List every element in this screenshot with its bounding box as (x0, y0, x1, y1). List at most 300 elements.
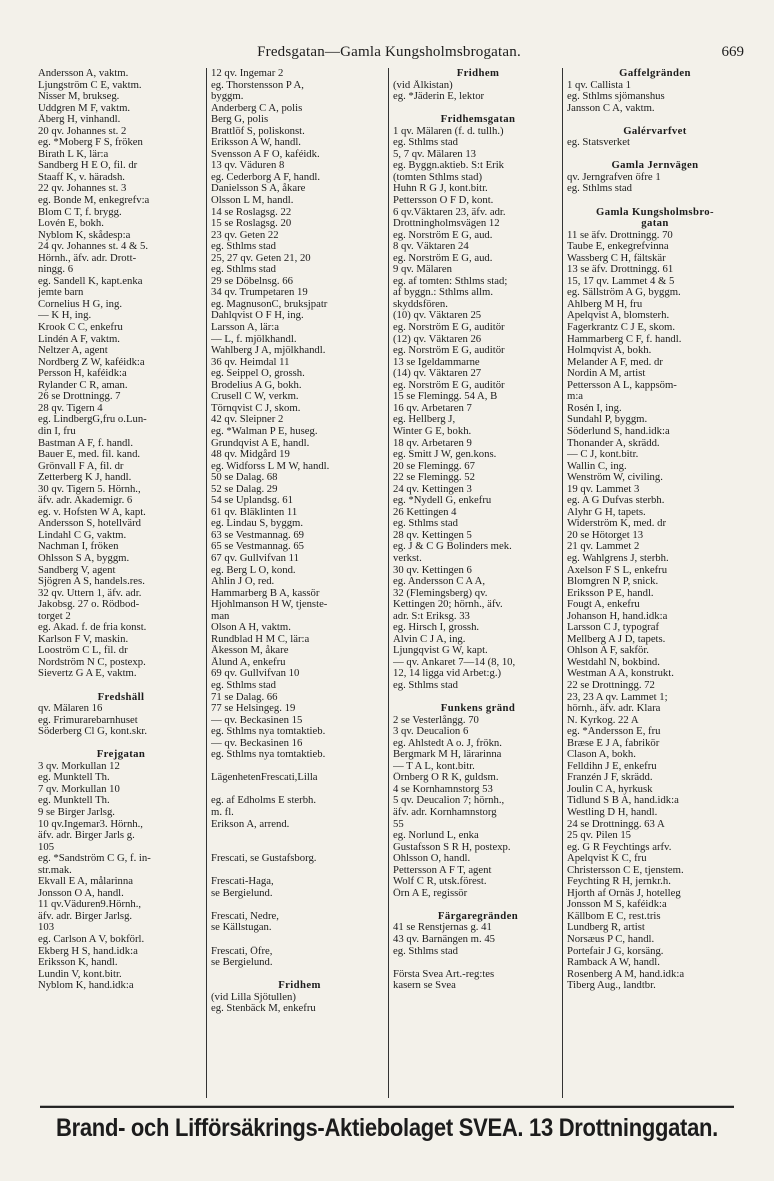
directory-entry: Söderberg Cl G, kont.skr. (38, 726, 148, 738)
blank-line (567, 195, 743, 207)
directory-entry: qv. Mälaren 16 (38, 703, 103, 715)
directory-entry: 20 qv. Johannes st. 2 (38, 125, 127, 137)
directory-entry: 52 se Dalag. 29 (211, 483, 278, 495)
directory-entry: Staaff K, v. häradsh. (38, 171, 125, 183)
blank-line (211, 969, 388, 981)
directory-entry: eg. Stenbäck M, enkefru (211, 1003, 316, 1015)
directory-entry: eg. MagnusonC, bruksjpatr (211, 298, 328, 310)
street-heading: Färgaregränden (437, 910, 519, 922)
directory-entry: eg. Lindau S, byggm. (211, 518, 304, 530)
directory-entry: Grundqvist A E, handl. (211, 437, 310, 449)
directory-entry: eg. Sthlms stad (393, 518, 459, 530)
directory-entry: Ahlin J O, red. (211, 576, 275, 588)
directory-entry: Rundblad H M C, lär:a (211, 633, 310, 645)
directory-entry: eg. v. Hofsten W A, kapt. (38, 506, 146, 518)
directory-entry: 2 se Vesterlångg. 70 (393, 714, 479, 726)
directory-entry: 54 se Uplandsg. 61 (211, 495, 293, 507)
directory-entry: Örnberg O R K, guldsm. (393, 772, 499, 784)
directory-entry: Persson H, kaféidk:a (38, 368, 127, 380)
directory-entry: Clason A, bokh. (567, 749, 636, 761)
blank-line (393, 899, 563, 911)
directory-entry: Ljungström C E, vaktm. (38, 79, 142, 91)
directory-entry: — C J, kont.bitr. (567, 449, 639, 461)
directory-entry: Apelqvist K C, fru (567, 853, 647, 865)
directory-entry: 10 qv.Ingemar3. Hörnh., (38, 818, 143, 830)
directory-entry: Axelson F S L, enkefru (567, 564, 668, 576)
directory-entry: eg. Seippel O, grossh. (211, 368, 305, 380)
directory-entry: eg. Sällström A G, byggm. (567, 287, 681, 299)
directory-entry: 77 se Helsingeg. 19 (211, 703, 296, 715)
directory-entry: 42 qv. Sleipner 2 (211, 414, 284, 426)
directory-entry: Rosenberg A M, hand.idk:a (567, 968, 685, 980)
directory-entry: Gustafsson S R H, postexp. (393, 841, 511, 853)
directory-entry: Thonander A, skrädd. (567, 437, 660, 449)
directory-entry: äfv. adr. Kornhamnstorg (393, 807, 497, 818)
directory-entry: 24 qv. Kettingen 3 (393, 483, 472, 495)
directory-columns (38, 68, 738, 1098)
directory-entry: Fagerkrantz C J E, skom. (567, 322, 676, 334)
directory-entry: 26 Kettingen 4 (393, 506, 457, 518)
directory-entry: Christersson C E, tjenstem. (567, 864, 684, 876)
directory-entry: Westman A A, konstrukt. (567, 668, 674, 680)
directory-entry: eg. Hellberg J, (393, 414, 456, 426)
directory-entry: 21 qv. Lammet 2 (567, 541, 640, 553)
directory-entry: eg. Sthlms stad (211, 679, 277, 691)
directory-entry: Åkesson M, åkare (211, 645, 289, 657)
directory-entry: Holmqvist A, bokh. (567, 345, 652, 357)
directory-entry: Hörnh., äfv. adr. Drott- (38, 252, 137, 264)
directory-entry: Lindahl C G, vaktm. (38, 529, 127, 541)
directory-entry: Bastman A F, f. handl. (38, 437, 134, 449)
directory-entry: m:a (567, 391, 584, 403)
directory-entry: adr. S:t Eriksg. 33 (393, 610, 470, 622)
directory-entry: Jakobsg. 27 o. Rödbod- (38, 599, 140, 611)
directory-entry: eg. *Sandström C G, f. in- (38, 853, 151, 865)
page-number: 669 (721, 44, 744, 60)
blank-line (211, 899, 388, 911)
directory-entry: 50 se Dalag. 68 (211, 472, 278, 484)
directory-entry: (vid Lilla Sjötullen) (211, 991, 296, 1003)
directory-entry: Eriksson K, handl. (38, 957, 118, 969)
street-heading: gatan (641, 218, 669, 230)
directory-entry: man (211, 610, 230, 622)
blank-line (38, 680, 204, 692)
directory-entry: Kettingen 20; hörnh., äfv. (393, 599, 503, 611)
directory-entry: eg. Sandell K, kapt.enka (38, 275, 143, 287)
directory-entry: eg. Sthlms stad (567, 183, 633, 195)
directory-entry: N. Kyrkog. 22 A (567, 714, 639, 726)
directory-entry: Brattlöf S, poliskonst. (211, 125, 305, 137)
directory-entry: eg. Wahlgrens J, sterbh. (567, 552, 669, 564)
directory-entry: Huhn R G J, kont.bitr. (393, 183, 488, 195)
directory-entry: eg. Norström E G, auditör (393, 322, 505, 334)
directory-entry: — qv. Beckasinen 16 (211, 737, 303, 749)
directory-entry: eg. af tomten: Sthlms stad; (393, 275, 508, 287)
directory-entry: eg. Thorstensson P A, (211, 79, 304, 91)
directory-entry: Bergmark M H, lärarinna (393, 749, 502, 761)
column-3 (388, 68, 563, 1098)
directory-entry: Nisser M, brukseg. (38, 91, 120, 103)
directory-entry: Uddgren M F, vaktm. (38, 102, 131, 114)
directory-entry: torget 2 (38, 610, 71, 622)
directory-entry: 23, 23 A qv. Lammet 1; (567, 691, 668, 703)
directory-entry: 48 qv. Midgård 19 (211, 449, 290, 461)
directory-entry: Andersson S, hotellvärd (38, 518, 142, 530)
directory-entry: Ekvall E A, målarinna (38, 876, 133, 888)
directory-entry: (vid Ålkistan) (393, 79, 453, 91)
directory-entry: Feychting R H, jernkr.h. (567, 876, 671, 888)
directory-entry: Norsæus P C, handl. (567, 934, 655, 946)
directory-entry: 11 qv.Väduren9.Hörnh., (38, 899, 142, 911)
directory-entry: Lovén E, bokh. (38, 218, 104, 230)
directory-entry: 13 se äfv. Drottningg. 61 (567, 264, 674, 276)
directory-entry: skyddsfören. (393, 298, 448, 310)
directory-entry: Ålund A, enkefru (211, 656, 286, 668)
directory-entry: Westdahl N, bokbind. (567, 656, 660, 668)
directory-entry: 26 se Drottningg. 7 (38, 391, 121, 403)
directory-entry: Sundahl P, byggm. (567, 414, 648, 426)
directory-entry: Widerström K, med. dr (567, 518, 666, 530)
directory-entry: eg. *Andersson E, fru (567, 726, 661, 738)
directory-entry: äfv. adr. Birger Jarls g. (38, 830, 135, 842)
directory-entry: jemte barn (38, 287, 84, 299)
directory-entry: eg. Sthlms stad (211, 264, 277, 276)
directory-entry: Neltzer A, agent (38, 345, 108, 357)
directory-entry: Fougt A, enkefru (567, 599, 640, 611)
directory-entry: 8 qv. Väktaren 24 (393, 241, 469, 253)
directory-entry: Olson A H, vaktm. (211, 622, 291, 634)
directory-entry: 13 qv. Väduren 8 (211, 160, 285, 172)
directory-entry: eg. Sthlms stad (393, 137, 459, 149)
directory-entry: 71 se Dalag. 66 (211, 691, 278, 703)
directory-entry: eg. A G Dufvas sterbh. (567, 495, 665, 507)
directory-entry: Nyblom K, hand.idk:a (38, 980, 134, 992)
directory-entry: 24 qv. Johannes st. 4 & 5. (38, 241, 149, 253)
directory-entry: 3 qv. Deucalion 6 (393, 726, 469, 738)
advertisement-footer: Brand- och Lifförsäkrings-Aktiebolaget SVEA. 13 Drottninggatan. (40, 1106, 734, 1149)
street-heading: Galérvarfvet (623, 125, 687, 137)
street-heading: Gaffelgränden (619, 68, 691, 79)
directory-entry: Ekberg H S, hand.idk:a (38, 945, 138, 957)
directory-entry: Wolf C R, utsk.förest. (393, 876, 487, 888)
directory-entry: Melander A F, med. dr (567, 356, 663, 368)
directory-entry: Wallin C, ing. (567, 460, 627, 472)
blank-line (38, 738, 204, 750)
directory-entry: Ohlsson S A, byggm. (38, 552, 130, 564)
directory-entry: eg. Akad. f. de fria konst. (38, 622, 147, 634)
directory-entry: 63 se Vestmannag. 69 (211, 529, 305, 541)
directory-entry: verkst. (393, 552, 422, 564)
directory-entry: Svensson A F O, kaféidk. (211, 148, 320, 160)
directory-entry: Johanson H, hand.idk:a (567, 610, 668, 622)
directory-entry: Blom C T, f. brygg. (38, 206, 122, 218)
directory-entry: Jansson C A, vaktm. (567, 102, 655, 114)
directory-entry: eg. Sthlms nya tomtaktieb. (211, 749, 326, 761)
directory-entry: (12) qv. Väktaren 26 (393, 333, 482, 345)
directory-entry: Jonsson M S, kaféidk:a (567, 899, 667, 911)
directory-entry: eg. Munktell Th. (38, 795, 110, 807)
street-heading: Gamla Kungsholmsbro- (596, 206, 714, 218)
directory-entry: 25, 27 qv. Geten 21, 20 (211, 252, 311, 264)
directory-entry: eg. G R Feychtings arfv. (567, 841, 672, 853)
directory-entry: Rylander C R, aman. (38, 379, 128, 391)
directory-entry: Birath L K, lär:a (38, 148, 109, 160)
directory-entry: Källbom E C, rest.tris (567, 910, 661, 922)
directory-entry: 32 (Flemingsberg) qv. (393, 587, 488, 599)
directory-entry: Pettersson A L, kappsöm- (567, 379, 677, 391)
directory-entry: Larsson A, lär:a (211, 322, 279, 334)
directory-entry: eg. Hirsch I, grossh. (393, 622, 480, 634)
directory-entry: eg. af Edholms E sterbh. (211, 795, 317, 807)
directory-entry: Brodelius A G, bokh. (211, 379, 302, 391)
blank-line (211, 784, 388, 796)
directory-entry: eg. *Walman P E, huseg. (211, 425, 318, 437)
directory-entry: 22 se Drottningg. 72 (567, 679, 655, 691)
directory-entry: 67 qv. Gullvifvan 11 (211, 552, 299, 564)
directory-entry: 20 se Flemingg. 67 (393, 460, 475, 472)
directory-entry: 29 se Döbelnsg. 66 (211, 275, 293, 287)
directory-entry: äfv. adr. Birger Jarlsg. (38, 910, 133, 922)
directory-entry: — qv. Ankaret 7—14 (8, 10, (393, 656, 516, 668)
directory-entry: 18 qv. Arbetaren 9 (393, 437, 472, 449)
directory-entry: 28 qv. Tigern 4 (38, 402, 103, 414)
directory-entry: eg. J & C G Bolinders mek. (393, 541, 512, 553)
directory-entry: — L, f. mjölkhandl. (211, 333, 297, 345)
directory-entry: Frescati, Öfre, (211, 945, 273, 957)
directory-entry: Nordström N C, postexp. (38, 656, 146, 668)
directory-entry: 11 se äfv. Drottningg. 70 (567, 229, 673, 241)
directory-entry: — K H, ing. (38, 310, 92, 322)
directory-entry: Sievertz G A E, vaktm. (38, 668, 137, 680)
directory-entry: — qv. Beckasinen 15 (211, 714, 303, 726)
directory-entry: 69 qv. Gullvifvan 10 (211, 668, 300, 680)
directory-entry: Frescati, se Gustafsborg. (211, 853, 317, 865)
directory-entry: 34 qv. Trumpetaren 19 (211, 287, 308, 299)
directory-entry: eg. Carlson A V, bokförl. (38, 934, 145, 946)
directory-entry: din I, fru (38, 425, 76, 437)
directory-entry: 15 se Flemingg. 54 A, B (393, 391, 498, 403)
directory-entry: 16 qv. Arbetaren 7 (393, 402, 472, 414)
directory-entry: 6 qv.Väktaren 23, äfv. adr. (393, 206, 506, 218)
directory-entry: eg. Berg L O, kond. (211, 564, 296, 576)
directory-entry: Nachman I, fröken (38, 541, 119, 553)
directory-entry: Danielsson S A, åkare (211, 183, 306, 195)
blank-line (393, 692, 563, 704)
directory-entry: Sandberg V, agent (38, 564, 116, 576)
directory-entry: eg. Widforss L M W, handl. (211, 460, 330, 472)
street-heading: Funkens gränd (440, 703, 516, 715)
directory-entry: Krook C C, enkefru (38, 322, 123, 334)
directory-entry: eg. Sthlms stad (393, 679, 459, 691)
directory-entry: 5 qv. Deucalion 7; hörnh., (393, 795, 505, 807)
directory-entry: Lundin V, kont.bitr. (38, 968, 122, 980)
directory-entry: Tiberg Aug., landtbr. (567, 980, 656, 992)
directory-entry: 15 se Roslagsg. 20 (211, 218, 292, 230)
directory-entry: Winter G E, bokh. (393, 425, 472, 437)
directory-entry: Dahlqvist O F H, ing. (211, 310, 304, 322)
directory-entry: 103 (38, 922, 55, 934)
directory-entry: 36 qv. Heimdal 11 (211, 356, 290, 368)
directory-entry: 19 qv. Lammet 3 (567, 483, 640, 495)
directory-entry: eg. Smitt J W, gen.kons. (393, 449, 497, 461)
blank-line (211, 842, 388, 854)
directory-entry: Hammarberg B A, kassör (211, 587, 320, 599)
directory-entry: Frescati, Nedre, (211, 910, 279, 922)
directory-entry: qv. Jerngrafven öfre 1 (567, 171, 661, 183)
blank-line (211, 830, 388, 842)
directory-entry: Mellberg A J D, tapets. (567, 633, 666, 645)
directory-entry: eg. Ahlstedt A o. J, frökn. (393, 737, 502, 749)
directory-entry: 14 se Roslagsg. 22 (211, 206, 292, 218)
directory-entry: 24 se Drottningg. 63 A (567, 818, 665, 830)
directory-entry: eg. Frimurarebarnhuset (38, 714, 138, 726)
directory-entry: Felldihn J E, enkefru (567, 760, 657, 772)
directory-entry: Åberg H, vinhandl. (38, 114, 121, 126)
blank-line (211, 865, 388, 877)
directory-entry: eg. Sthlms nya tomtaktieb. (211, 726, 326, 738)
directory-entry: Eriksson A W, handl. (211, 137, 301, 149)
column-1 (38, 68, 204, 1098)
blank-line (393, 103, 563, 115)
directory-entry: 28 qv. Kettingen 5 (393, 529, 472, 541)
directory-entry: Alyhr G H, tapets. (567, 506, 646, 518)
directory-entry: Nyblom K, skådesp:a (38, 229, 131, 241)
blank-line (567, 149, 743, 161)
directory-entry: 15, 17 qv. Lammet 4 & 5 (567, 275, 675, 287)
blank-line (211, 761, 388, 773)
directory-entry: Nordberg Z W, kaféidk:a (38, 356, 145, 368)
directory-entry: 30 qv. Kettingen 6 (393, 564, 472, 576)
directory-entry: Jonsson O A, handl. (38, 887, 124, 899)
directory-entry: 30 qv. Tigern 5. Hörnh., (38, 483, 141, 495)
directory-entry: Wenström W, civiling. (567, 472, 663, 484)
directory-entry: Första Svea Art.-reg:tes (393, 968, 495, 980)
directory-entry: Söderlund S, hand.idk:a (567, 425, 670, 437)
directory-entry: Wassberg C H, fältskär (567, 252, 666, 264)
directory-entry: eg. Sthlms stad (393, 945, 459, 957)
directory-entry: Cornelius H G, ing. (38, 298, 123, 310)
directory-entry: m. fl. (211, 807, 234, 818)
column-4 (562, 68, 743, 1098)
directory-entry: Alvin C J A, ing. (393, 633, 466, 645)
directory-entry: 22 se Flemingg. 52 (393, 472, 475, 484)
directory-entry: Törnqvist C J, skom. (211, 402, 301, 414)
directory-entry: Tidlund S B A, hand.idk:a (567, 795, 679, 807)
directory-entry: — T A L, kont.bitr. (393, 760, 475, 772)
directory-entry: eg. LindbergG,fru o.Lun- (38, 414, 147, 426)
directory-entry: 61 qv. Bläklinten 11 (211, 506, 298, 518)
directory-entry: 1 qv. Mälaren (f. d. tullh.) (393, 125, 504, 137)
directory-entry: (tomten Sthlms stad) (393, 171, 483, 183)
directory-entry: eg. Sthlms stad (211, 241, 277, 253)
directory-entry: Hjohlmanson H W, tjenste- (211, 599, 328, 611)
directory-entry: Anderberg C A, polis (211, 102, 303, 114)
directory-entry: 65 se Vestmannag. 65 (211, 541, 305, 553)
directory-entry: 13 se Igeldammarne (393, 356, 480, 368)
directory-entry: Hjorth af Ornäs J, hotelleg (567, 887, 681, 899)
directory-entry: eg. *Moberg F S, fröken (38, 137, 143, 149)
directory-entry: (10) qv. Väktaren 25 (393, 310, 482, 322)
directory-entry: byggm. (211, 91, 244, 103)
directory-entry: Andersson A, vaktm. (38, 68, 129, 79)
directory-entry: Westling D H, handl. (567, 807, 658, 818)
directory-entry: Wahlberg J A, mjölkhandl. (211, 345, 326, 357)
directory-entry: Apelqvist A, blomsterh. (567, 310, 670, 322)
directory-entry: str.mak. (38, 864, 72, 876)
column-2 (206, 68, 388, 1098)
street-heading: Fridhem (278, 980, 321, 992)
directory-entry: Berg G, polis (211, 114, 269, 126)
directory-entry: Bræse E J A, fabrikör (567, 737, 660, 749)
directory-entry: Drottningholmsvägen 12 (393, 218, 500, 230)
directory-entry: Lundberg R, artist (567, 922, 645, 934)
street-heading: Fridhemsgatan (440, 114, 516, 126)
directory-entry: 23 qv. Geten 22 (211, 229, 279, 241)
blank-line (211, 934, 388, 946)
directory-entry: Franzén J F, skrädd. (567, 772, 653, 784)
directory-entry: 22 qv. Johannes st. 3 (38, 183, 127, 195)
directory-entry: Bauer E, med. fil. kand. (38, 449, 141, 461)
street-heading: Fredshäll (97, 691, 145, 703)
directory-entry: Ljungqvist G W, kapt. (393, 645, 488, 657)
directory-entry: eg. Bonde M, enkegrefv:a (38, 195, 150, 207)
directory-entry: Sandberg H E O, fil. dr (38, 160, 138, 172)
directory-entry: se Källstugan. (211, 922, 272, 934)
blank-line (567, 114, 743, 126)
directory-entry: Joulin C A, hyrkusk (567, 783, 653, 795)
directory-entry: af byggn.: Sthlms allm. (393, 287, 494, 299)
directory-entry: eg. Norlund L, enka (393, 830, 479, 842)
directory-entry: Looström C L, fil. dr (38, 645, 128, 657)
directory-entry: se Bergielund. (211, 887, 273, 899)
directory-entry: eg. Statsverket (567, 137, 630, 149)
street-heading: Frejgatan (96, 749, 146, 761)
directory-entry: äfv. adr. Akademigr. 6 (38, 495, 133, 507)
directory-entry: 105 (38, 841, 55, 853)
directory-entry: Ramback A W, handl. (567, 957, 660, 969)
directory-entry: eg. Andersson C A A, (393, 576, 486, 588)
page-header (34, 44, 744, 64)
directory-entry: 41 se Renstjernas g. 41 (393, 922, 492, 934)
directory-entry: eg. Norström E G, auditör (393, 345, 505, 357)
directory-entry: eg. *Nydell G, enkefru (393, 495, 492, 507)
directory-entry: Frescati-Haga, (211, 876, 274, 888)
street-heading: Gamla Jernvägen (611, 160, 699, 172)
directory-entry: Örn A E, regissör (393, 887, 468, 899)
directory-entry: Blomgren N P, snick. (567, 576, 659, 588)
directory-entry: 9 se Birger Jarlsg. (38, 807, 115, 818)
directory-entry: Ohlson A F, sakför. (567, 645, 649, 657)
directory-entry: 43 qv. Barnängen m. 45 (393, 934, 496, 946)
directory-entry: Ohlsson O, handl. (393, 853, 471, 865)
directory-entry: kasern se Svea (393, 980, 456, 992)
directory-entry: (14) qv. Väktaren 27 (393, 368, 482, 380)
directory-entry: Karlson F V, maskin. (38, 633, 129, 645)
directory-entry: Pettersson A F T, agent (393, 864, 492, 876)
directory-entry: Grönvall F A, fil. dr (38, 460, 124, 472)
directory-entry: eg. Norström E G, auditör (393, 379, 505, 391)
directory-entry: eg. Munktell Th. (38, 772, 110, 784)
directory-entry: Nordin A M, artist (567, 368, 646, 380)
directory-entry: 3 qv. Morkullan 12 (38, 760, 120, 772)
directory-entry: Lindén A F, vaktm. (38, 333, 120, 345)
directory-entry: Ahlberg M H, fru (567, 298, 643, 310)
directory-entry: 7 qv. Morkullan 10 (38, 783, 120, 795)
directory-entry: 12, 14 ligga vid Arbet:g.) (393, 668, 502, 680)
directory-entry: LägenhetenFrescati,Lilla (211, 772, 318, 784)
directory-entry: 32 qv. Uttern 1, äfv. adr. (38, 587, 142, 599)
directory-entry: Taube E, enkegrefvinna (567, 241, 669, 253)
